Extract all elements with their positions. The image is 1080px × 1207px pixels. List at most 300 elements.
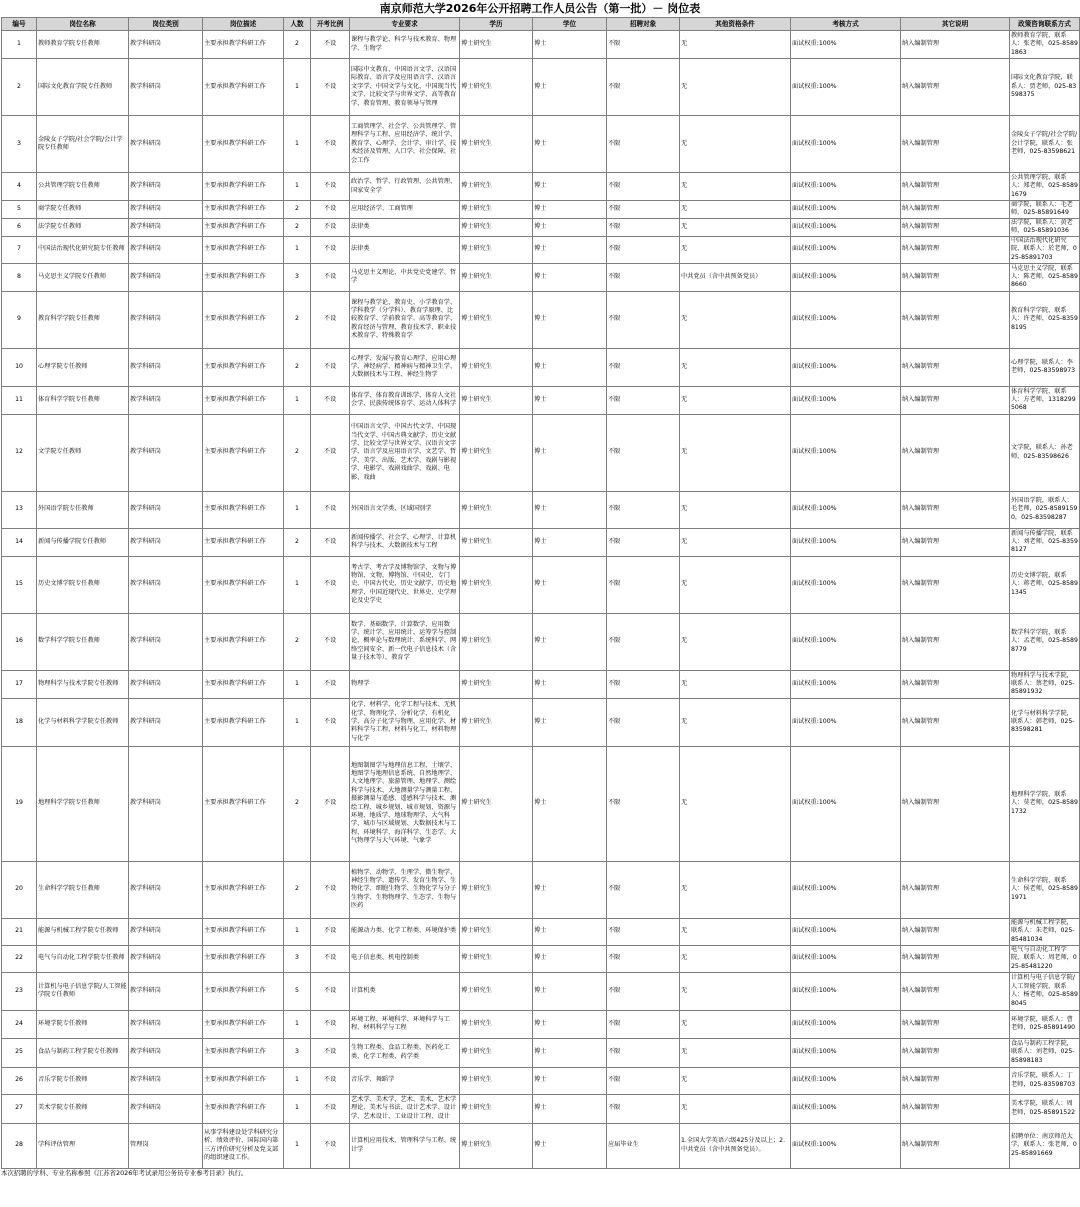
cell-contact: 教育科学学院，联系人：许老师，025-83598195 bbox=[1010, 291, 1080, 348]
cell-count: 2 bbox=[284, 291, 311, 348]
cell-desc: 主要承担教学科研工作 bbox=[203, 263, 284, 291]
cell-note: 纳入编制管理 bbox=[901, 414, 1010, 491]
cell-exam: 面试权重:100% bbox=[791, 386, 901, 414]
cell-count: 2 bbox=[284, 528, 311, 556]
cell-note: 纳入编制管理 bbox=[901, 918, 1010, 945]
cell-contact: 心理学院，联系人：李老师，025-83598973 bbox=[1010, 348, 1080, 386]
cell-contact: 化学与材料科学学院，联系人：韩老师，025-83598281 bbox=[1010, 698, 1080, 746]
cell-desc: 主要承担教学科研工作 bbox=[203, 1094, 284, 1123]
cell-ratio: 不设 bbox=[311, 116, 350, 173]
cell-other: 无 bbox=[680, 116, 791, 173]
cell-no: 13 bbox=[2, 491, 37, 528]
cell-category: 教学科研岗 bbox=[129, 31, 203, 59]
cell-note: 纳入编制管理 bbox=[901, 945, 1010, 972]
cell-major: 能源动力类、化学工程类、环境保护类 bbox=[350, 918, 460, 945]
cell-count: 3 bbox=[284, 945, 311, 972]
cell-no: 15 bbox=[2, 556, 37, 613]
table-row bbox=[2, 491, 1080, 528]
cell-note: 纳入编制管理 bbox=[901, 1067, 1010, 1094]
cell-note: 纳入编制管理 bbox=[901, 116, 1010, 173]
cell-degree: 博士 bbox=[533, 670, 607, 698]
cell-contact: 法学院，联系人：黄老师，025-85891036 bbox=[1010, 218, 1080, 236]
cell-ratio: 不设 bbox=[311, 613, 350, 670]
table-row bbox=[2, 698, 1080, 746]
cell-no: 24 bbox=[2, 1010, 37, 1038]
table-row bbox=[2, 201, 1080, 219]
cell-degree: 博士 bbox=[533, 945, 607, 972]
cell-count: 1 bbox=[284, 386, 311, 414]
cell-desc: 主要承担教学科研工作 bbox=[203, 291, 284, 348]
cell-category: 教学科研岗 bbox=[129, 263, 203, 291]
cell-note: 纳入编制管理 bbox=[901, 698, 1010, 746]
cell-degree: 博士 bbox=[533, 918, 607, 945]
cell-other: 无 bbox=[680, 236, 791, 263]
cell-target: 不限 bbox=[607, 1067, 680, 1094]
cell-major: 中国语言文学、中国古代文学、中国现当代文学、中国古典文献学、历史文献学、比较文学与世界文学、汉语言文字学、语言学及应用语言学、文艺学、哲学、美学、出版、艺术学、戏剧与影视学、电影学、戏剧戏曲学、戏剧、电影、戏曲 bbox=[350, 414, 460, 491]
cell-edu: 博士研究生 bbox=[460, 556, 533, 613]
cell-count: 1 bbox=[284, 491, 311, 528]
table-row bbox=[2, 414, 1080, 491]
cell-count: 3 bbox=[284, 1038, 311, 1067]
table-row bbox=[2, 528, 1080, 556]
cell-exam: 面试权重:100% bbox=[791, 1010, 901, 1038]
table-row bbox=[2, 348, 1080, 386]
cell-name: 中国法治现代化研究院专任教师 bbox=[37, 236, 129, 263]
cell-target: 不限 bbox=[607, 236, 680, 263]
cell-major: 化学、材料学、化学工程与技术、无机化学、物理化学、分析化学、有机化学、高分子化学与物理、应用化学、材料科学与工程、材料与化工、材料物理与化学 bbox=[350, 698, 460, 746]
cell-contact: 马克思主义学院，联系人：陈老师，025-85898660 bbox=[1010, 263, 1080, 291]
cell-category: 教学科研岗 bbox=[129, 116, 203, 173]
cell-degree: 博士 bbox=[533, 414, 607, 491]
cell-exam: 面试权重:100% bbox=[791, 1038, 901, 1067]
cell-ratio: 不设 bbox=[311, 263, 350, 291]
cell-target: 不限 bbox=[607, 613, 680, 670]
table-row bbox=[2, 116, 1080, 173]
table-row bbox=[2, 945, 1080, 972]
cell-no: 9 bbox=[2, 291, 37, 348]
cell-target: 不限 bbox=[607, 698, 680, 746]
cell-category: 教学科研岗 bbox=[129, 945, 203, 972]
cell-note: 纳入编制管理 bbox=[901, 201, 1010, 219]
header-category: 岗位类别 bbox=[129, 18, 203, 31]
cell-target: 不限 bbox=[607, 173, 680, 201]
cell-contact: 商学院，联系人：毛老师，025-85891649 bbox=[1010, 201, 1080, 219]
cell-name: 学科评估管理 bbox=[37, 1123, 129, 1168]
cell-category: 教学科研岗 bbox=[129, 236, 203, 263]
cell-other: 中共党员（含中共预备党员） bbox=[680, 263, 791, 291]
cell-category: 教学科研岗 bbox=[129, 348, 203, 386]
cell-edu: 博士研究生 bbox=[460, 59, 533, 116]
cell-target: 不限 bbox=[607, 528, 680, 556]
cell-category: 教学科研岗 bbox=[129, 218, 203, 236]
cell-edu: 博士研究生 bbox=[460, 491, 533, 528]
cell-edu: 博士研究生 bbox=[460, 291, 533, 348]
cell-note: 纳入编制管理 bbox=[901, 386, 1010, 414]
cell-exam: 面试权重:100% bbox=[791, 348, 901, 386]
cell-degree: 博士 bbox=[533, 1038, 607, 1067]
cell-degree: 博士 bbox=[533, 861, 607, 918]
cell-other: 无 bbox=[680, 528, 791, 556]
table-row bbox=[2, 218, 1080, 236]
cell-category: 教学科研岗 bbox=[129, 861, 203, 918]
cell-contact: 体育科学学院，联系人：方老师，13182995068 bbox=[1010, 386, 1080, 414]
cell-category: 教学科研岗 bbox=[129, 59, 203, 116]
cell-category: 教学科研岗 bbox=[129, 698, 203, 746]
cell-note: 纳入编制管理 bbox=[901, 613, 1010, 670]
cell-no: 8 bbox=[2, 263, 37, 291]
cell-no: 14 bbox=[2, 528, 37, 556]
cell-exam: 面试权重:100% bbox=[791, 1067, 901, 1094]
cell-ratio: 不设 bbox=[311, 201, 350, 219]
cell-no: 6 bbox=[2, 218, 37, 236]
cell-ratio: 不设 bbox=[311, 746, 350, 861]
cell-target: 不限 bbox=[607, 386, 680, 414]
cell-contact: 公共管理学院，联系人：郑老师，025-85891679 bbox=[1010, 173, 1080, 201]
header-desc: 岗位描述 bbox=[203, 18, 284, 31]
cell-edu: 博士研究生 bbox=[460, 173, 533, 201]
cell-degree: 博士 bbox=[533, 236, 607, 263]
cell-contact: 外国语学院，联系人：毛老师，025-85891590，025-83598287 bbox=[1010, 491, 1080, 528]
cell-degree: 博士 bbox=[533, 556, 607, 613]
table-row bbox=[2, 59, 1080, 116]
cell-count: 2 bbox=[284, 31, 311, 59]
cell-note: 纳入编制管理 bbox=[901, 861, 1010, 918]
cell-other: 无 bbox=[680, 972, 791, 1010]
cell-category: 教学科研岗 bbox=[129, 1010, 203, 1038]
cell-other: 无 bbox=[680, 918, 791, 945]
cell-target: 不限 bbox=[607, 1094, 680, 1123]
cell-no: 23 bbox=[2, 972, 37, 1010]
cell-major: 应用经济学、工商管理 bbox=[350, 201, 460, 219]
cell-target: 不限 bbox=[607, 116, 680, 173]
cell-no: 26 bbox=[2, 1067, 37, 1094]
cell-note: 纳入编制管理 bbox=[901, 236, 1010, 263]
table-row bbox=[2, 291, 1080, 348]
cell-target: 不限 bbox=[607, 1010, 680, 1038]
table-body bbox=[2, 31, 1080, 1169]
cell-ratio: 不设 bbox=[311, 945, 350, 972]
cell-major: 计算机应用技术、管理科学与工程、统计学 bbox=[350, 1123, 460, 1168]
cell-contact: 电气与自动化工程学院，联系人：周老师，025-85481220 bbox=[1010, 945, 1080, 972]
cell-note: 纳入编制管理 bbox=[901, 31, 1010, 59]
cell-category: 教学科研岗 bbox=[129, 491, 203, 528]
cell-name: 环境学院专任教师 bbox=[37, 1010, 129, 1038]
cell-exam: 面试权重:100% bbox=[791, 1123, 901, 1168]
cell-count: 1 bbox=[284, 1094, 311, 1123]
cell-other: 无 bbox=[680, 414, 791, 491]
cell-desc: 主要承担教学科研工作 bbox=[203, 31, 284, 59]
cell-no: 21 bbox=[2, 918, 37, 945]
cell-target: 不限 bbox=[607, 263, 680, 291]
cell-degree: 博士 bbox=[533, 116, 607, 173]
cell-other: 无 bbox=[680, 218, 791, 236]
table-row bbox=[2, 1010, 1080, 1038]
table-row bbox=[2, 236, 1080, 263]
cell-note: 纳入编制管理 bbox=[901, 1094, 1010, 1123]
cell-name: 商学院专任教师 bbox=[37, 201, 129, 219]
cell-desc: 从事学科建设处学科研究分析、绩效评价、国际国内第三方评价研究分析及党支部的组织建设工作。 bbox=[203, 1123, 284, 1168]
cell-contact: 中国法治现代化研究院，联系人：於老师，025-85891703 bbox=[1010, 236, 1080, 263]
cell-name: 金陵女子学院/社会学院/会计学院专任教师 bbox=[37, 116, 129, 173]
cell-major: 课程与教学论、教育史、小学教育学、学科教学（分学科）、教育学原理、比较教育学、学前教育学、高等教育学、教育经济与管理、教育技术学、职业技术教育学、特殊教育学 bbox=[350, 291, 460, 348]
cell-major: 地图制图学与地理信息工程、土壤学、地图学与地理信息系统、自然地理学、人文地理学、旅游管理、地理学、测绘科学与技术、大地测量学与测量工程、摄影测量与遥感、遥感科学与技术、测绘工程、城乡规划、城市规划、资源与环境、地质学、地球物理学、大气科学、城市与区域规划、大数据技术与工程、环境科学、海洋科学、生态学、大气物理学与大气环境、气象学 bbox=[350, 746, 460, 861]
header-exam: 考核方式 bbox=[791, 18, 901, 31]
cell-degree: 博士 bbox=[533, 263, 607, 291]
cell-count: 5 bbox=[284, 972, 311, 1010]
cell-contact: 数学科学学院，联系人：孟老师，025-85898779 bbox=[1010, 613, 1080, 670]
cell-name: 数学科学学院专任教师 bbox=[37, 613, 129, 670]
cell-name: 化学与材料科学学院专任教师 bbox=[37, 698, 129, 746]
cell-name: 公共管理学院专任教师 bbox=[37, 173, 129, 201]
cell-ratio: 不设 bbox=[311, 173, 350, 201]
cell-desc: 主要承担教学科研工作 bbox=[203, 613, 284, 670]
cell-target: 不限 bbox=[607, 972, 680, 1010]
cell-target: 不限 bbox=[607, 945, 680, 972]
table-row bbox=[2, 613, 1080, 670]
cell-other: 无 bbox=[680, 491, 791, 528]
cell-major: 国际中文教育、中国语言文学、汉语国际教育、语言学及应用语言学、汉语言文字学、中国文学与文化、中国现当代文学、比较文学与世界文学、高等教育学、教育管理、教育领导与管理 bbox=[350, 59, 460, 116]
cell-contact: 物理科学与技术学院，联系人：蔡老师，025-85891932 bbox=[1010, 670, 1080, 698]
cell-edu: 博士研究生 bbox=[460, 1067, 533, 1094]
cell-target: 不限 bbox=[607, 348, 680, 386]
cell-major: 新闻传播学、社会学、心理学、计算机科学与技术、大数据技术与工程 bbox=[350, 528, 460, 556]
cell-ratio: 不设 bbox=[311, 698, 350, 746]
cell-exam: 面试权重:100% bbox=[791, 201, 901, 219]
cell-no: 2 bbox=[2, 59, 37, 116]
cell-exam: 面试权重:100% bbox=[791, 31, 901, 59]
cell-no: 27 bbox=[2, 1094, 37, 1123]
cell-count: 1 bbox=[284, 236, 311, 263]
cell-count: 1 bbox=[284, 59, 311, 116]
cell-target: 不限 bbox=[607, 746, 680, 861]
cell-note: 纳入编制管理 bbox=[901, 348, 1010, 386]
cell-name: 物理科学与技术学院专任教师 bbox=[37, 670, 129, 698]
cell-target: 不限 bbox=[607, 861, 680, 918]
cell-desc: 主要承担教学科研工作 bbox=[203, 386, 284, 414]
cell-target: 不限 bbox=[607, 670, 680, 698]
cell-category: 教学科研岗 bbox=[129, 414, 203, 491]
cell-note: 纳入编制管理 bbox=[901, 173, 1010, 201]
cell-degree: 博士 bbox=[533, 972, 607, 1010]
cell-category: 管理岗 bbox=[129, 1123, 203, 1168]
cell-name: 文学院专任教师 bbox=[37, 414, 129, 491]
cell-desc: 主要承担教学科研工作 bbox=[203, 746, 284, 861]
cell-count: 1 bbox=[284, 116, 311, 173]
cell-ratio: 不设 bbox=[311, 1067, 350, 1094]
cell-degree: 博士 bbox=[533, 1010, 607, 1038]
cell-note: 纳入编制管理 bbox=[901, 972, 1010, 1010]
cell-ratio: 不设 bbox=[311, 1010, 350, 1038]
cell-name: 电气与自动化工程学院专任教师 bbox=[37, 945, 129, 972]
cell-name: 计算机与电子信息学院/人工智能学院专任教师 bbox=[37, 972, 129, 1010]
header-degree: 学位 bbox=[533, 18, 607, 31]
cell-name: 能源与机械工程学院专任教师 bbox=[37, 918, 129, 945]
cell-other: 无 bbox=[680, 945, 791, 972]
cell-ratio: 不设 bbox=[311, 31, 350, 59]
cell-ratio: 不设 bbox=[311, 1038, 350, 1067]
cell-desc: 主要承担教学科研工作 bbox=[203, 1067, 284, 1094]
cell-no: 18 bbox=[2, 698, 37, 746]
cell-other: 无 bbox=[680, 59, 791, 116]
cell-degree: 博士 bbox=[533, 528, 607, 556]
cell-ratio: 不设 bbox=[311, 670, 350, 698]
cell-desc: 主要承担教学科研工作 bbox=[203, 528, 284, 556]
cell-edu: 博士研究生 bbox=[460, 414, 533, 491]
cell-count: 1 bbox=[284, 698, 311, 746]
cell-note: 纳入编制管理 bbox=[901, 1038, 1010, 1067]
cell-major: 计算机类 bbox=[350, 972, 460, 1010]
cell-name: 历史文博学院专任教师 bbox=[37, 556, 129, 613]
cell-edu: 博士研究生 bbox=[460, 201, 533, 219]
cell-contact: 食品与制药工程学院，联系人：刘老师，025-85898183 bbox=[1010, 1038, 1080, 1067]
cell-exam: 面试权重:100% bbox=[791, 613, 901, 670]
cell-desc: 主要承担教学科研工作 bbox=[203, 348, 284, 386]
cell-edu: 博士研究生 bbox=[460, 698, 533, 746]
cell-contact: 生命科学学院，联系人：侯老师，025-85891971 bbox=[1010, 861, 1080, 918]
cell-no: 17 bbox=[2, 670, 37, 698]
cell-major: 政治学、哲学、行政管理、公共管理、国家安全学 bbox=[350, 173, 460, 201]
cell-exam: 面试权重:100% bbox=[791, 173, 901, 201]
page-title: 南京师范大学2026年公开招聘工作人员公告（第一批）－ 岗位表 bbox=[379, 2, 701, 15]
cell-major: 音乐学、舞蹈学 bbox=[350, 1067, 460, 1094]
cell-desc: 主要承担教学科研工作 bbox=[203, 918, 284, 945]
cell-note: 纳入编制管理 bbox=[901, 670, 1010, 698]
cell-major: 外国语言文学类、区域国别学 bbox=[350, 491, 460, 528]
cell-no: 19 bbox=[2, 746, 37, 861]
table-row bbox=[2, 861, 1080, 918]
header-other: 其他资格条件 bbox=[680, 18, 791, 31]
cell-contact: 教师教育学院，联系人：张老师，025-85891863 bbox=[1010, 31, 1080, 59]
cell-major: 法律类 bbox=[350, 236, 460, 263]
cell-contact: 计算机与电子信息学院/人工智能学院，联系人：杨老师，025-85898045 bbox=[1010, 972, 1080, 1010]
cell-degree: 博士 bbox=[533, 31, 607, 59]
cell-edu: 博士研究生 bbox=[460, 1094, 533, 1123]
cell-exam: 面试权重:100% bbox=[791, 670, 901, 698]
cell-no: 4 bbox=[2, 173, 37, 201]
cell-desc: 主要承担教学科研工作 bbox=[203, 1010, 284, 1038]
cell-no: 7 bbox=[2, 236, 37, 263]
positions-table bbox=[1, 17, 1080, 1169]
cell-no: 10 bbox=[2, 348, 37, 386]
cell-count: 1 bbox=[284, 556, 311, 613]
cell-exam: 面试权重:100% bbox=[791, 291, 901, 348]
header-ratio: 开考比例 bbox=[311, 18, 350, 31]
cell-other: 无 bbox=[680, 613, 791, 670]
cell-exam: 面试权重:100% bbox=[791, 491, 901, 528]
cell-note: 纳入编制管理 bbox=[901, 491, 1010, 528]
cell-major: 植物学、动物学、生理学、微生物学、神经生物学、遗传学、发育生物学、生物化学、细胞生物学、生物化学与分子生物学、生物物理学、生态学、生物与医药 bbox=[350, 861, 460, 918]
cell-name: 新闻与传播学院专任教师 bbox=[37, 528, 129, 556]
cell-count: 2 bbox=[284, 348, 311, 386]
cell-count: 1 bbox=[284, 1123, 311, 1168]
cell-name: 教育科学学院专任教师 bbox=[37, 291, 129, 348]
cell-edu: 博士研究生 bbox=[460, 263, 533, 291]
cell-note: 纳入编制管理 bbox=[901, 1123, 1010, 1168]
cell-other: 无 bbox=[680, 698, 791, 746]
cell-no: 22 bbox=[2, 945, 37, 972]
cell-name: 外国语学院专任教师 bbox=[37, 491, 129, 528]
cell-count: 1 bbox=[284, 670, 311, 698]
table-header-row bbox=[2, 18, 1080, 31]
table-row bbox=[2, 31, 1080, 59]
cell-desc: 主要承担教学科研工作 bbox=[203, 556, 284, 613]
cell-category: 教学科研岗 bbox=[129, 670, 203, 698]
cell-target: 不限 bbox=[607, 491, 680, 528]
cell-count: 2 bbox=[284, 746, 311, 861]
cell-exam: 面试权重:100% bbox=[791, 556, 901, 613]
cell-ratio: 不设 bbox=[311, 918, 350, 945]
cell-edu: 博士研究生 bbox=[460, 613, 533, 670]
cell-edu: 博士研究生 bbox=[460, 528, 533, 556]
cell-other: 无 bbox=[680, 1038, 791, 1067]
cell-count: 2 bbox=[284, 613, 311, 670]
cell-edu: 博士研究生 bbox=[460, 918, 533, 945]
cell-edu: 博士研究生 bbox=[460, 218, 533, 236]
cell-major: 心理学、发展与教育心理学、应用心理学、神经病学、精神病与精神卫生学、大数据技术与工程、神经生物学 bbox=[350, 348, 460, 386]
cell-exam: 面试权重:100% bbox=[791, 236, 901, 263]
cell-edu: 博士研究生 bbox=[460, 861, 533, 918]
cell-name: 心理学院专任教师 bbox=[37, 348, 129, 386]
table-row bbox=[2, 556, 1080, 613]
header-contact: 政策咨询联系方式 bbox=[1010, 18, 1080, 31]
cell-edu: 博士研究生 bbox=[460, 1010, 533, 1038]
cell-no: 20 bbox=[2, 861, 37, 918]
cell-target: 不限 bbox=[607, 31, 680, 59]
table-row bbox=[2, 670, 1080, 698]
header-no: 编号 bbox=[2, 18, 37, 31]
cell-name: 音乐学院专任教师 bbox=[37, 1067, 129, 1094]
cell-desc: 主要承担教学科研工作 bbox=[203, 116, 284, 173]
cell-degree: 博士 bbox=[533, 746, 607, 861]
cell-ratio: 不设 bbox=[311, 1094, 350, 1123]
cell-ratio: 不设 bbox=[311, 972, 350, 1010]
cell-note: 纳入编制管理 bbox=[901, 59, 1010, 116]
cell-degree: 博士 bbox=[533, 291, 607, 348]
cell-exam: 面试权重:100% bbox=[791, 945, 901, 972]
cell-category: 教学科研岗 bbox=[129, 746, 203, 861]
cell-name: 体育科学学院专任教师 bbox=[37, 386, 129, 414]
cell-contact: 国际文化教育学院，联系人：贾老师，025-83598375 bbox=[1010, 59, 1080, 116]
cell-major: 环境工程、环境科学、环境科学与工程、材料科学与工程 bbox=[350, 1010, 460, 1038]
cell-other: 无 bbox=[680, 1067, 791, 1094]
cell-edu: 博士研究生 bbox=[460, 348, 533, 386]
cell-edu: 博士研究生 bbox=[460, 670, 533, 698]
cell-major: 艺术学、美术学、艺术、美术、艺术学理论、美术与书法、设计艺术学、设计学、艺术设计、工业设计工程、设计 bbox=[350, 1094, 460, 1123]
cell-category: 教学科研岗 bbox=[129, 1067, 203, 1094]
cell-major: 马克思主义理论、中共党史党建学、哲学 bbox=[350, 263, 460, 291]
cell-name: 地理科学学院专任教师 bbox=[37, 746, 129, 861]
cell-edu: 博士研究生 bbox=[460, 116, 533, 173]
cell-no: 11 bbox=[2, 386, 37, 414]
cell-exam: 面试权重:100% bbox=[791, 414, 901, 491]
cell-degree: 博士 bbox=[533, 698, 607, 746]
cell-degree: 博士 bbox=[533, 201, 607, 219]
table-row bbox=[2, 746, 1080, 861]
cell-contact: 能源与机械工程学院，联系人：朱老师，025-85481034 bbox=[1010, 918, 1080, 945]
header-target: 招聘对象 bbox=[607, 18, 680, 31]
cell-degree: 博士 bbox=[533, 613, 607, 670]
cell-degree: 博士 bbox=[533, 348, 607, 386]
cell-category: 教学科研岗 bbox=[129, 972, 203, 1010]
cell-desc: 主要承担教学科研工作 bbox=[203, 972, 284, 1010]
table-row bbox=[2, 1038, 1080, 1067]
cell-other: 无 bbox=[680, 291, 791, 348]
cell-name: 法学院专任教师 bbox=[37, 218, 129, 236]
cell-target: 不限 bbox=[607, 1038, 680, 1067]
cell-target: 不限 bbox=[607, 556, 680, 613]
cell-note: 纳入编制管理 bbox=[901, 263, 1010, 291]
cell-desc: 主要承担教学科研工作 bbox=[203, 173, 284, 201]
